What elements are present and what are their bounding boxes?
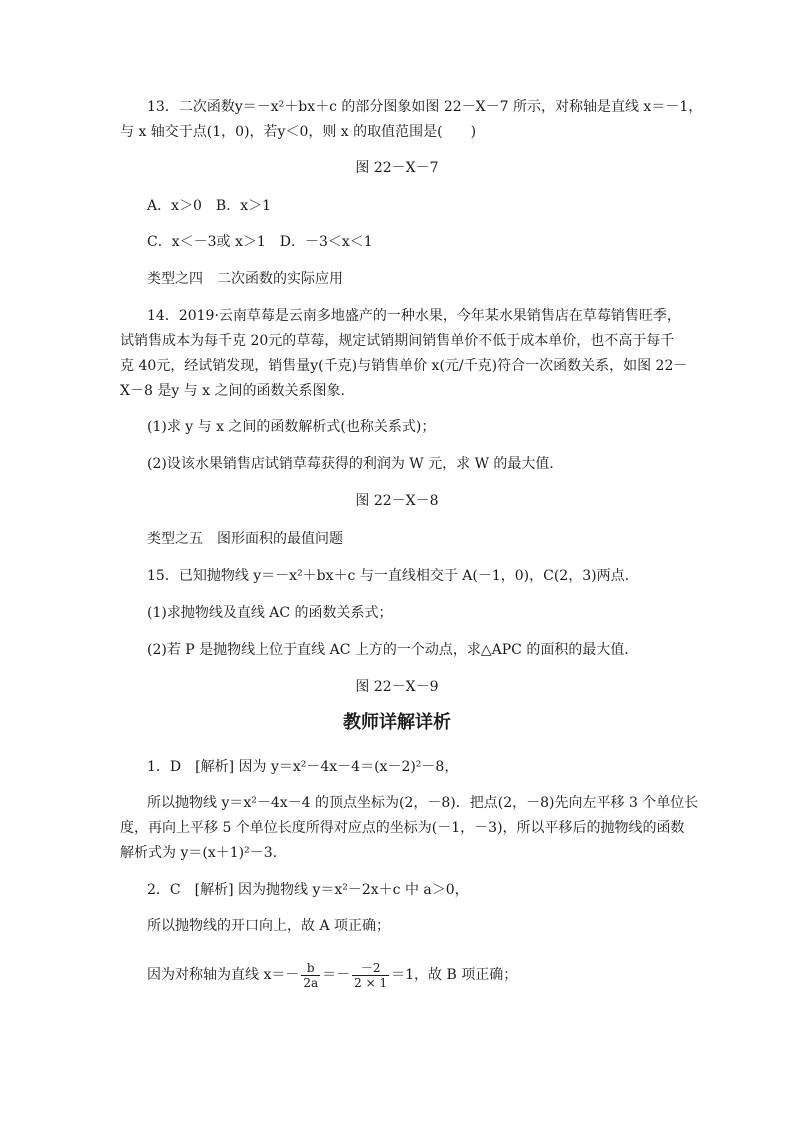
answer-1-line-3: 度，再向上平移 5 个单位长度所得对应点的坐标为(－1，－3)，所以平移后的抛物线的函数 — [120, 820, 685, 836]
q14-part-1: (1)求 y 与 x 之间的函数解析式(也称关系式)； — [147, 419, 436, 435]
answer-2-line-1: 2．C [解析] 因为抛物线 y＝x²－2x＋c 中 a＞0， — [147, 882, 469, 898]
q14-line-1: 14．2019·云南草莓是云南多地盛产的一种水果，今年某水果销售店在草莓销售旺季， — [147, 308, 681, 324]
q14-line-3: 克 40元，经试销发现，销售量y(千克)与销售单价 x(元/千克)符合一次函数关系，如图 22－ — [120, 358, 688, 374]
answer-2-line-3 — [147, 958, 707, 992]
q14-line-4: X－8 是y 与 x 之间的函数关系图象． — [120, 383, 355, 399]
q13-options-cd: C．x＜－3或 x＞1 D．－3＜x＜1 — [147, 234, 373, 250]
figure-caption-22-x-8: 图 22－X－8 — [355, 493, 439, 509]
answers-title: 教师详解详析 — [343, 712, 451, 733]
fraction-2-numerator: －2 — [352, 961, 389, 976]
fraction-2-denominator: 2 × 1 — [354, 975, 388, 990]
q15-line-1: 15．已知抛物线 y＝－x²＋bx＋c 与一直线相交于 A(－1，0)，C(2，3)两点． — [147, 568, 639, 584]
answer-2-line-3-suffix: ＝1，故 B 项正确； — [391, 967, 518, 983]
answer-1-line-2: 所以抛物线 y＝x²－4x－4 的顶点坐标为(2，－8)．把点(2，－8)先向左平移 3 个单位长 — [147, 795, 699, 811]
q14-part-2: (2)设该水果销售店试销草莓获得的利润为 W 元，求 W 的最大值． — [147, 456, 564, 472]
q15-part-1: (1)求抛物线及直线 AC 的函数关系式； — [147, 605, 393, 621]
answer-2-line-2: 所以抛物线的开口向上，故 A 项正确； — [147, 918, 391, 934]
figure-caption-22-x-9: 图 22－X－9 — [355, 679, 439, 695]
q15-part-2: (2)若 P 是抛物线上位于直线 AC 上方的一个动点，求△APC 的面积的最大值． — [147, 642, 639, 658]
q13-line-1: 13．二次函数y＝－x²＋bx＋c 的部分图象如图 22－X－7 所示，对称轴是直线 x＝－1， — [147, 99, 703, 115]
q13-line-2: 与 x 轴交于点(1，0)，若y＜0，则 x 的取值范围是( ) — [120, 124, 477, 140]
fraction-1-numerator: b — [301, 961, 320, 976]
answer-2-line-3-middle: ＝－ — [322, 967, 351, 983]
fraction-1-denominator: 2a — [303, 975, 319, 990]
fraction-neg2-over-2x1 — [352, 961, 389, 990]
q13-options-ab: A．x＞0 B．x＞1 — [147, 198, 272, 214]
answer-1-line-4: 解析式为 y＝(x＋1)²－3. — [120, 845, 278, 861]
section-heading-4: 类型之四 二次函数的实际应用 — [147, 271, 343, 287]
figure-caption-22-x-7: 图 22－X－7 — [355, 160, 439, 176]
answer-2-line-3-prefix: 因为对称轴为直线 x＝－ — [147, 967, 300, 983]
answer-1-line-1: 1．D [解析] 因为 y＝x²－4x－4＝(x－2)²－8， — [147, 759, 459, 775]
fraction-b-over-2a — [301, 961, 320, 990]
q14-line-2: 试销售成本为每千克 20元的草莓，规定试销期间销售单价不低于成本单价，也不高于每千 — [120, 333, 675, 349]
section-heading-5: 类型之五 图形面积的最值问题 — [147, 531, 343, 547]
